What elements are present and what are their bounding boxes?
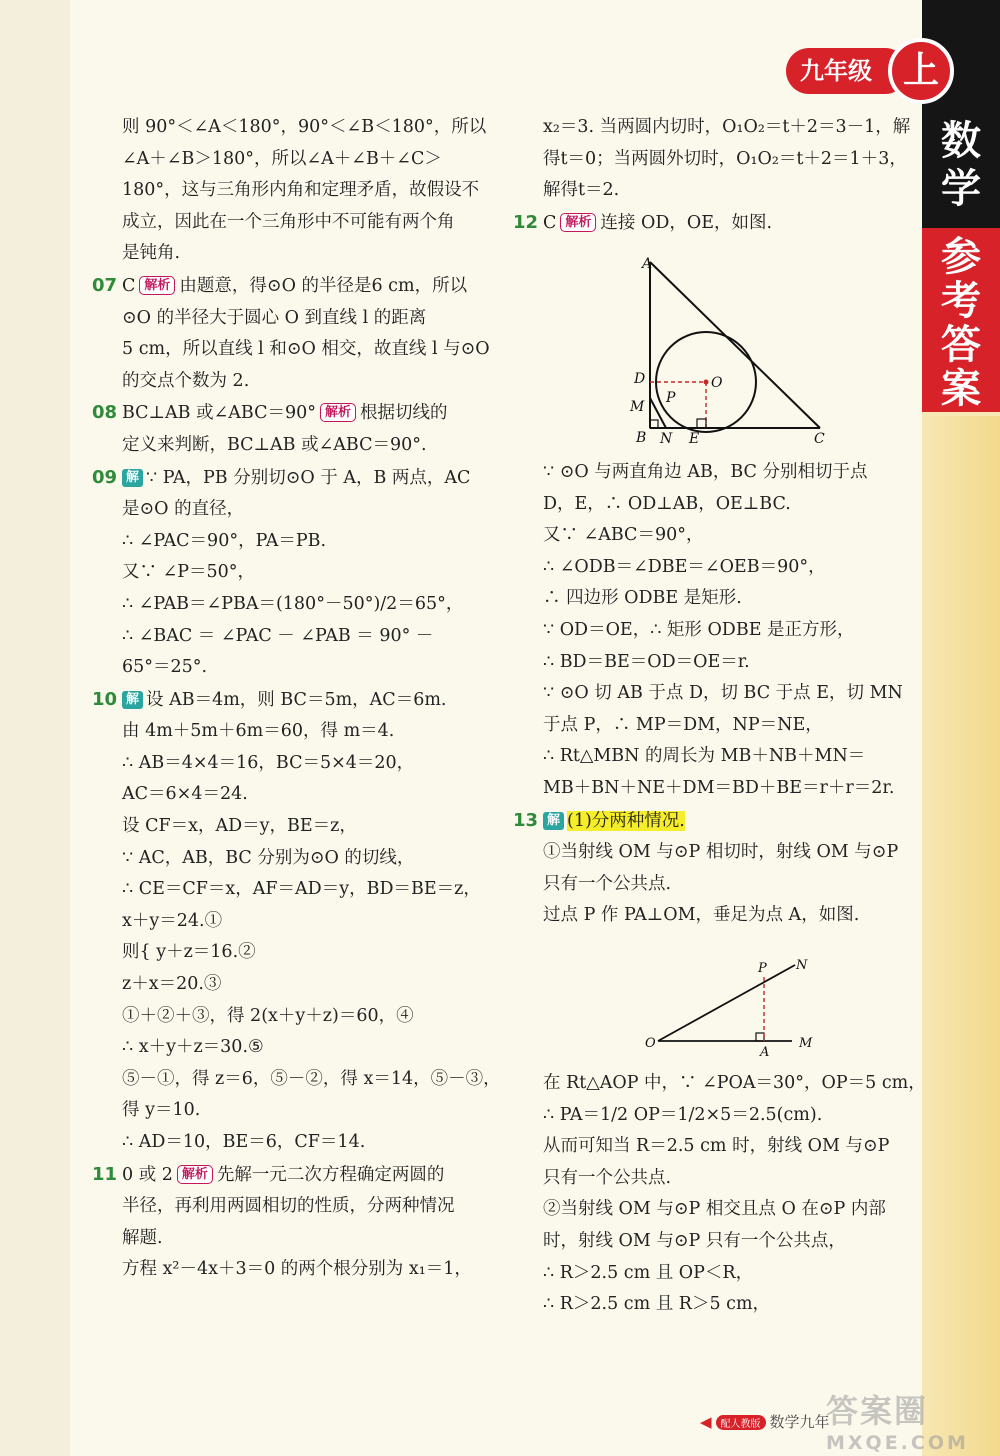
line-text: ∴ ∠PAC＝90°，PA＝PB. — [122, 530, 327, 551]
text-line — [122, 1095, 494, 1127]
line-text: 于点 P，∴ MP＝DM，NP＝NE， — [543, 714, 823, 735]
text-line — [543, 1258, 915, 1290]
question-number: 13 — [513, 809, 539, 831]
label-e: E — [689, 431, 700, 447]
figure-triangle-incircle — [620, 250, 840, 450]
line-text: 只有一个公共点. — [543, 873, 672, 894]
text-line — [543, 1226, 915, 1258]
line-text: 又∵ ∠ABC＝90°， — [543, 525, 704, 546]
text-line — [543, 144, 915, 176]
solution-tag: 解 — [122, 691, 143, 709]
page-footer — [700, 1411, 830, 1432]
line-text: z＋x＝20.③ — [122, 974, 222, 995]
text-line — [122, 716, 494, 748]
analysis-tag: 解析 — [320, 403, 356, 422]
center-dot — [704, 380, 709, 385]
section-char-3: 答 — [941, 322, 981, 368]
text-line — [122, 621, 494, 653]
line-text: 时，射线 OM 与⊙P 只有一个公共点， — [543, 1230, 846, 1251]
answer-choice: C — [122, 275, 136, 296]
text-line — [543, 647, 915, 679]
label-o: O — [645, 1036, 656, 1051]
text-line — [543, 741, 915, 773]
left-column — [92, 112, 501, 1286]
text-line — [122, 874, 494, 906]
text-line — [543, 1163, 915, 1195]
line-text: ⑤－①，得 z＝6，⑤－②，得 x＝14，⑤－③， — [122, 1068, 501, 1089]
text-line — [543, 552, 915, 584]
line-text: 得 y＝10. — [122, 1100, 201, 1121]
label-a: A — [760, 1045, 770, 1060]
text-line — [543, 520, 915, 552]
question-number: 07 — [92, 274, 118, 296]
question-number: 12 — [513, 211, 539, 233]
line-text: 解题. — [122, 1227, 163, 1248]
line-text: ②当射线 OM 与⊙P 相交且点 O 在⊙P 内部 — [543, 1199, 886, 1220]
question-line — [92, 270, 494, 303]
question-line — [92, 684, 494, 717]
section-char-1: 参 — [941, 234, 981, 280]
line-text: MB＋BN＋NE＋DM＝BD＋BE＝r＋r＝2r. — [543, 777, 895, 798]
text-line — [543, 900, 915, 932]
line-text: 则{ y＋z＝16.② — [122, 942, 256, 963]
question-number: 11 — [92, 1163, 118, 1185]
line-text: ∵ ⊙O 切 AB 于点 D，切 BC 于点 E，切 MN — [543, 683, 903, 704]
label-p: P — [758, 961, 767, 976]
line-text: D，E，∴ OD⊥AB，OE⊥BC. — [543, 493, 791, 514]
line-text: ∴ PA＝1/2 OP＝1/2×5＝2.5(cm). — [543, 1104, 823, 1125]
line-text: 则 90°＜∠A＜180°，90°＜∠B＜180°，所以 — [122, 117, 487, 137]
text-line — [543, 583, 915, 615]
text-line — [543, 112, 915, 144]
text-line — [122, 1191, 494, 1223]
term-badge: 上 — [888, 38, 954, 104]
line-text: ∵ OD＝OE，∴ 矩形 ODBE 是正方形， — [543, 619, 855, 640]
text-line — [543, 1289, 915, 1321]
question-line — [513, 207, 915, 240]
label-c: C — [814, 431, 825, 447]
watermark-url: MXQE.COM — [826, 1432, 969, 1454]
right-column-top — [513, 112, 915, 239]
label-a: A — [642, 256, 653, 272]
line-text: ∴ Rt△MBN 的周长为 MB＋NB＋MN＝ — [543, 746, 866, 767]
grade-label: 九年级 — [786, 48, 908, 94]
text-line — [122, 557, 494, 589]
line-text: 又∵ ∠P＝50°， — [122, 562, 256, 583]
right-column-bottom — [543, 1068, 926, 1321]
label-d: D — [634, 371, 646, 387]
line-text: ∴ ∠ODB＝∠DBE＝∠OEB＝90°， — [543, 556, 826, 577]
text-line — [122, 843, 494, 875]
text-line — [122, 526, 494, 558]
text-line — [122, 937, 494, 969]
line-text: 的交点个数为 2. — [122, 370, 250, 391]
text-line — [543, 1068, 926, 1100]
text-line — [122, 811, 494, 843]
line-text: 5 cm，所以直线 l 和⊙O 相交，故直线 l 与⊙O — [122, 339, 490, 360]
question-number: 08 — [92, 402, 118, 424]
figure-ray-circle — [640, 955, 820, 1065]
text-line — [543, 615, 915, 647]
question-line — [92, 397, 494, 430]
line-text: 设 AB＝4m，则 BC＝5m，AC＝6m. — [146, 689, 447, 710]
text-line — [122, 969, 494, 1001]
footer-text: 数学九年 — [769, 1413, 830, 1431]
text-line — [122, 430, 494, 462]
highlighted-text: (1)分两种情况. — [567, 810, 685, 831]
right-column-mid — [513, 457, 915, 932]
line-text: 只有一个公共点. — [543, 1167, 672, 1188]
text-line — [543, 710, 915, 742]
line-text: AC＝6×4＝24. — [122, 784, 248, 805]
answer-choice: BC⊥AB 或∠ABC＝90° — [122, 403, 316, 424]
side-ac — [650, 262, 820, 428]
text-line — [122, 494, 494, 526]
text-line — [122, 112, 494, 144]
line-text: 先解一元二次方程确定两圆的 — [216, 1164, 445, 1185]
text-line — [543, 678, 915, 710]
text-line — [543, 773, 915, 805]
line-text: 连接 OD，OE，如图. — [600, 212, 773, 233]
line-text: 65°＝25°. — [122, 657, 208, 678]
text-line — [122, 748, 494, 780]
text-line — [543, 1100, 915, 1132]
question-line — [92, 1159, 494, 1192]
line-text: x₂＝3. 当两圆内切时，O₁O₂＝t＋2＝3－1，解 — [543, 117, 911, 137]
label-b: B — [636, 430, 647, 446]
line-text: ∴ AB＝4×4＝16，BC＝5×4＝20， — [122, 752, 415, 773]
line-text: 是⊙O 的直径， — [122, 499, 245, 520]
line-text: ∠A＋∠B＞180°，所以∠A＋∠B＋∠C＞ — [122, 148, 442, 169]
text-line — [543, 1131, 915, 1163]
text-line — [122, 1064, 501, 1096]
text-line — [122, 144, 494, 176]
section-char-2: 考 — [941, 278, 981, 324]
text-line — [122, 334, 494, 366]
line-text: ∴ AD＝10，BE＝6，CF＝14. — [122, 1132, 366, 1152]
tab-divider — [922, 412, 1000, 416]
line-text: ∴ ∠PAB＝∠PBA＝(180°－50°)/2＝65°， — [122, 593, 464, 614]
line-text: 方程 x²－4x＋3＝0 的两个根分别为 x₁＝1， — [122, 1259, 472, 1280]
answer-choice: 0 或 2 — [122, 1164, 173, 1185]
line-text: 由题意，得⊙O 的半径是6 cm，所以 — [179, 275, 468, 296]
text-line — [122, 1127, 494, 1159]
text-line — [122, 1001, 494, 1033]
question-line — [92, 462, 494, 495]
text-line — [122, 175, 494, 207]
answer-choice: C — [543, 212, 557, 233]
line-text: ①＋②＋③，得 2(x＋y＋z)＝60，④ — [122, 1005, 414, 1026]
section-char-4: 案 — [941, 366, 981, 412]
line-text: ∵ AC，AB，BC 分别为⊙O 的切线， — [122, 847, 415, 868]
line-text: 180°，这与三角形内角和定理矛盾，故假设不 — [122, 180, 480, 201]
line-text: 设 CF＝x，AD＝y，BE＝z， — [122, 816, 357, 837]
line-text: 半径，再利用两圆相切的性质，分两种情况 — [122, 1196, 455, 1217]
analysis-tag: 解析 — [177, 1165, 213, 1184]
footer-arrow-icon: ◀ — [700, 1413, 712, 1431]
label-o: O — [711, 375, 723, 391]
label-m: M — [799, 1036, 813, 1051]
left-gutter — [0, 0, 70, 1456]
subject-char-2: 学 — [941, 166, 981, 212]
line-text: ∴ x＋y＋z＝30.⑤ — [122, 1037, 264, 1058]
line-text: 定义来判断，BC⊥AB 或∠ABC＝90°. — [122, 434, 427, 455]
text-line — [122, 1254, 494, 1286]
line-text: 得t＝0；当两圆外切时，O₁O₂＝t＋2＝1＋3， — [543, 148, 907, 169]
line-text: ∵ PA，PB 分别切⊙O 于 A，B 两点，AC — [146, 467, 471, 488]
analysis-tag: 解析 — [139, 276, 175, 295]
text-line — [122, 238, 494, 270]
text-line — [543, 869, 915, 901]
line-text: ∴ BD＝BE＝OD＝OE＝r. — [543, 651, 750, 672]
line-text: 是钝角. — [122, 243, 181, 264]
line-text: ∴ ∠BAC ＝ ∠PAC － ∠PAB ＝ 90° － — [122, 625, 434, 646]
question-number: 09 — [92, 466, 118, 488]
text-line — [122, 906, 494, 938]
right-angle-mark-e — [697, 419, 706, 428]
subject-char-1: 数 — [941, 118, 981, 164]
line-text: ∴ 四边形 ODBE 是矩形. — [543, 588, 742, 609]
line-text: ①当射线 OM 与⊙P 相切时，射线 OM 与⊙P — [543, 842, 899, 863]
line-text: ∴ CE＝CF＝x，AF＝AD＝y，BD＝BE＝z， — [122, 879, 481, 900]
text-line — [122, 779, 494, 811]
question-number: 10 — [92, 688, 118, 710]
label-m: M — [630, 399, 645, 415]
text-line — [543, 457, 915, 489]
text-line — [543, 489, 915, 521]
edition-badge: 配人教版 — [716, 1415, 766, 1430]
text-line — [543, 1194, 915, 1226]
line-text: 由 4m＋5m＋6m＝60，得 m＝4. — [122, 721, 395, 742]
text-line — [122, 652, 494, 684]
question-line — [513, 805, 915, 838]
analysis-tag: 解析 — [560, 213, 596, 232]
line-text: 过点 P 作 PA⊥OM，垂足为点 A，如图. — [543, 905, 860, 926]
line-text: ∴ R＞2.5 cm 且 OP＜R， — [543, 1262, 754, 1283]
label-n: N — [660, 431, 673, 447]
text-line — [122, 1032, 494, 1064]
text-line — [543, 837, 915, 869]
line-text: ∵ ⊙O 与两直角边 AB，BC 分别相切于点 — [543, 462, 868, 482]
watermark — [826, 1386, 996, 1452]
solution-tag: 解 — [543, 812, 564, 830]
watermark-title: 答案圈 — [826, 1392, 929, 1430]
line-text: ∴ R＞2.5 cm 且 R＞5 cm， — [543, 1294, 771, 1315]
label-p: P — [666, 390, 676, 406]
text-line — [122, 1223, 494, 1255]
line-text: x＋y＝24.① — [122, 910, 223, 931]
line-text: 从而可知当 R＝2.5 cm 时，射线 OM 与⊙P — [543, 1136, 890, 1157]
text-line — [122, 366, 494, 398]
ray-on — [658, 965, 795, 1041]
text-line — [122, 207, 494, 239]
text-line — [122, 589, 494, 621]
line-text: 在 Rt△AOP 中，∵ ∠POA＝30°，OP＝5 cm， — [543, 1073, 926, 1093]
text-line — [122, 303, 494, 335]
right-angle-mark — [756, 1033, 764, 1041]
solution-tag: 解 — [122, 469, 143, 487]
line-text: 成立，因此在一个三角形中不可能有两个角 — [122, 211, 455, 232]
right-angle-mark — [650, 420, 658, 428]
label-n: N — [796, 958, 808, 973]
line-text: 根据切线的 — [360, 403, 448, 424]
line-text: ⊙O 的半径大于圆心 O 到直线 l 的距离 — [122, 307, 427, 328]
line-text: 解得t＝2. — [543, 180, 620, 201]
text-line — [543, 175, 915, 207]
